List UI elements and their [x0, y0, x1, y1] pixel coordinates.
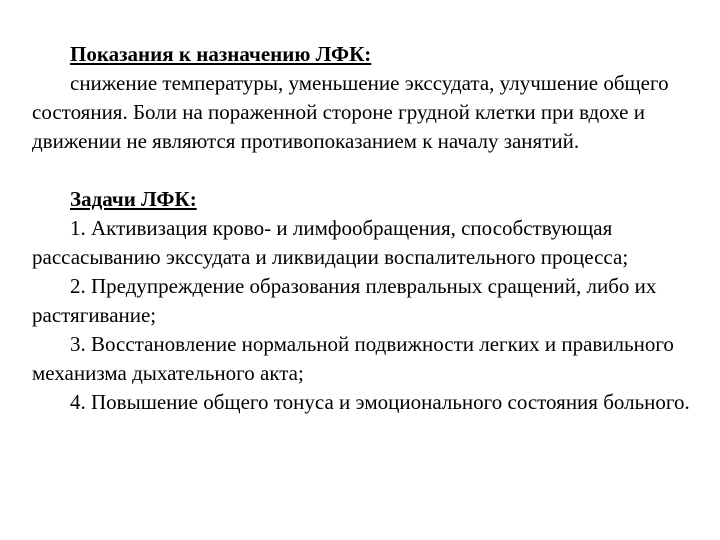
task-item-2: 2. Предупреждение образования плевральных сращений, либо их растягивание; [32, 274, 657, 327]
task-item-3: 3. Восстановление нормальной подвижности легких и правильного механизма дыхательного акта; [32, 332, 674, 385]
task-item-4: 4. Повышение общего тонуса и эмоционального состояния больного. [70, 390, 690, 414]
tasks-heading: Задачи ЛФК: [70, 187, 197, 211]
section-spacer [32, 156, 694, 185]
indications-heading: Показания к назначению ЛФК: [70, 42, 372, 66]
indications-text: снижение температуры, уменьшение экссудата, улучшение общего состояния. Боли на пораженной стороне грудной клетки при вдохе и движении не являются противопоказанием к началу занятий. [32, 71, 669, 153]
task-item-1: 1. Активизация крово- и лимфообращения, способствующая рассасыванию экссудата и ликвидации воспалительного процесса; [32, 216, 629, 269]
